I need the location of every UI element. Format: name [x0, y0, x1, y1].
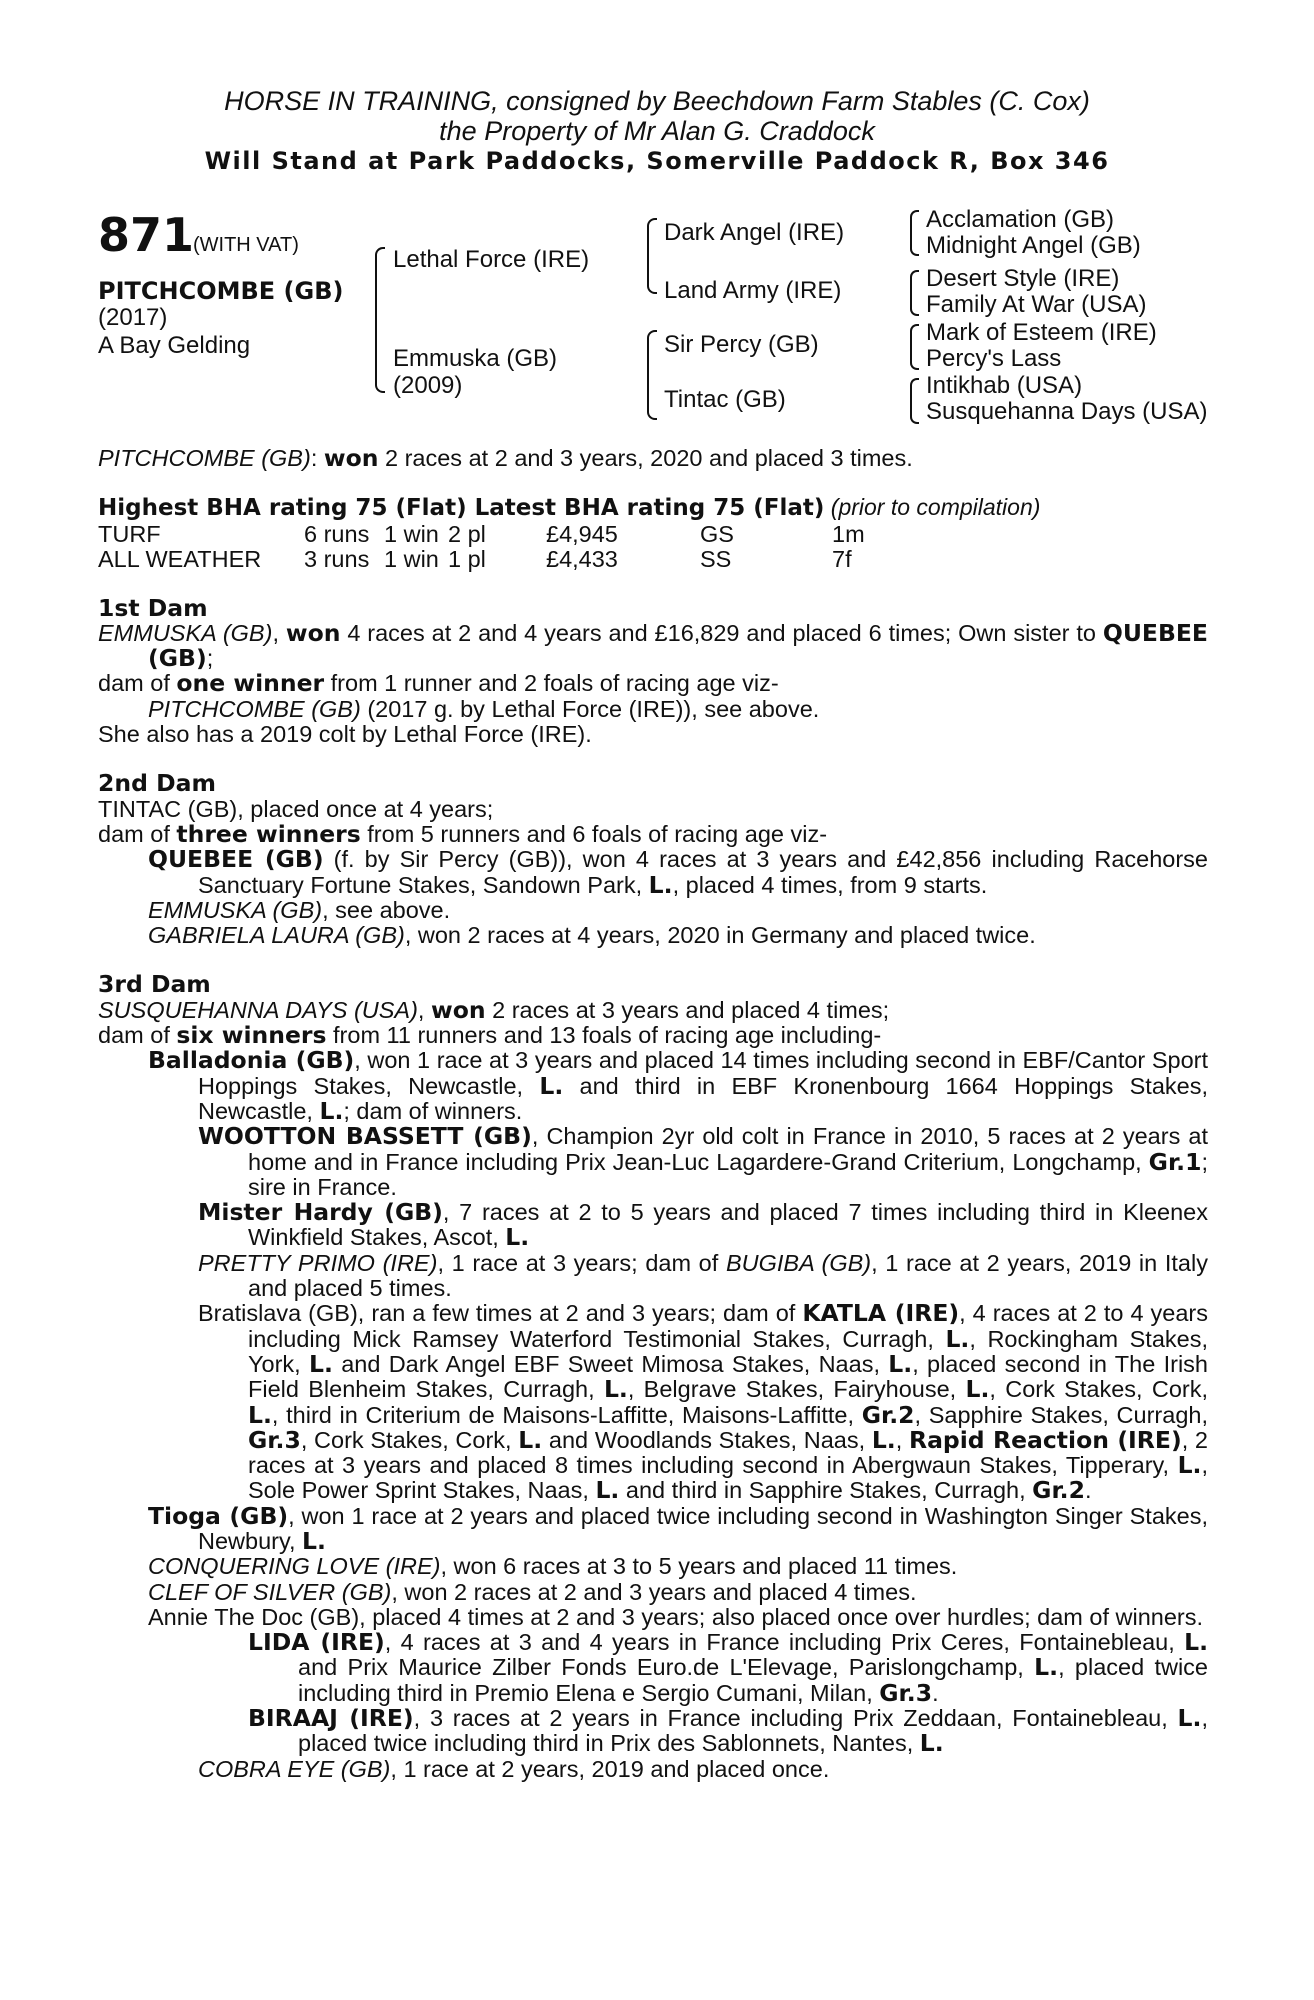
- header-line-consignor: HORSE IN TRAINING, consigned by Beechdown Farm Stables (C. Cox): [224, 86, 1090, 116]
- dam1-produce-item: PITCHCOMBE (GB) (2017 g. by Lethal Force (IRE)), see above.: [148, 695, 820, 722]
- dam1-record: EMMUSKA (GB), won 4 races at 2 and 4 years and £16,829 and placed 6 times; Own sister to QUEBEE (GB);: [98, 618, 1208, 673]
- pedigree-g4: Family At War (USA): [926, 291, 1147, 318]
- produce-clef-of-silver: CLEF OF SILVER (GB), won 2 races at 2 and 3 years and placed 4 times.: [148, 1578, 917, 1605]
- pedigree-brace: [647, 330, 657, 420]
- pedigree-brace: [910, 378, 919, 424]
- race-summary: PITCHCOMBE (GB): won 2 races at 2 and 3 years, 2020 and placed 3 times.: [98, 444, 913, 472]
- pedigree-dam-sire: Sir Percy (GB): [664, 331, 819, 358]
- table-row: ALL WEATHER 3 runs 1 win 1 pl £4,433 SS 7f: [98, 545, 852, 572]
- produce-tioga: Tioga (GB), won 1 race at 2 years and placed twice including second in Washington Singer Stakes, Newbury, L.: [148, 1501, 1208, 1555]
- pedigree-g2: Midnight Angel (GB): [926, 232, 1141, 259]
- pedigree-brace: [910, 324, 919, 370]
- produce-conquering-love: CONQUERING LOVE (IRE), won 6 races at 3 to 5 years and placed 11 times.: [148, 1553, 958, 1580]
- dam2-produce-emmuska: EMMUSKA (GB), see above.: [148, 896, 451, 923]
- pedigree-sire-dam: Land Army (IRE): [664, 277, 842, 304]
- header-line-property: the Property of Mr Alan G. Craddock: [439, 116, 875, 146]
- pedigree-g5: Mark of Esteem (IRE): [926, 319, 1157, 346]
- produce-lida: LIDA (IRE), 4 races at 3 and 4 years in France including Prix Ceres, Fontainebleau, L. and Prix Maurice Zilber Fonds Euro.de L'Elevage, Parislongchamp, L., placed twice including third in Premio Elena e Sergio Cumani, Milan, Gr.3.: [248, 1628, 1208, 1707]
- dam1-note: She also has a 2019 colt by Lethal Force (IRE).: [98, 721, 592, 748]
- rating-table: [98, 522, 865, 572]
- produce-biraaj: BIRAAJ (IRE), 3 races at 2 years in France including Prix Zeddaan, Fontainebleau, L., placed twice including third in Prix des Sablonnets, Nantes, L.: [248, 1704, 1208, 1758]
- horse-name: PITCHCOMBE (GB): [98, 277, 344, 305]
- section-title-1st-dam: 1st Dam: [98, 593, 208, 622]
- vat-note: (WITH VAT): [193, 234, 299, 256]
- pedigree-brace: [375, 247, 385, 393]
- dam2-produce-summary: dam of three winners from 5 runners and 6 foals of racing age viz-: [98, 819, 828, 848]
- dam2-produce-quebee: QUEBEE (GB) (f. by Sir Percy (GB)), won 4 races at 3 years and £42,856 including Racehorse Sanctuary Fortune Stakes, Sandown Park, L., placed 4 times, from 9 starts.: [148, 845, 1208, 899]
- table-row: TURF 6 runs 1 win 2 pl £4,945 GS 1m: [98, 520, 865, 547]
- produce-annie-the-doc: Annie The Doc (GB), placed 4 times at 2 and 3 years; also placed once over hurdles; dam of winners.: [148, 1603, 1204, 1630]
- produce-cobra-eye: COBRA EYE (GB), 1 race at 2 years, 2019 and placed once.: [198, 1755, 830, 1782]
- horse-description: A Bay Gelding: [98, 332, 251, 359]
- dam3-produce-summary: dam of six winners from 11 runners and 13 foals of racing age including-: [98, 1021, 882, 1050]
- pedigree-brace: [910, 270, 919, 316]
- rating-line: Highest BHA rating 75 (Flat) Latest BHA rating 75 (Flat) (prior to compilation): [98, 494, 1041, 522]
- dam2-record: TINTAC (GB), placed once at 4 years;: [98, 795, 494, 822]
- produce-balladonia: Balladonia (GB), won 1 race at 3 years and placed 14 times including second in EBF/Cantor Sport Hoppings Stakes, Newcastle, L. and third in EBF Kronenbourg 1664 Hoppings Stakes, Newcastle, L.; dam of winners.: [148, 1046, 1208, 1125]
- pedigree-g1: Acclamation (GB): [926, 206, 1115, 233]
- pedigree-g7: Intikhab (USA): [926, 372, 1083, 399]
- dam1-produce-summary: dam of one winner from 1 runner and 2 foals of racing age viz-: [98, 669, 779, 698]
- produce-pretty-primo: PRETTY PRIMO (IRE), 1 race at 3 years; dam of BUGIBA (GB), 1 race at 2 years, 2019 in Italy and placed 5 times.: [198, 1249, 1208, 1302]
- pedigree-g3: Desert Style (IRE): [926, 265, 1120, 292]
- section-title-3rd-dam: 3rd Dam: [98, 970, 211, 999]
- foaling-year: (2017): [98, 304, 168, 331]
- pedigree-dam-year: (2009): [393, 372, 463, 399]
- pedigree-dam-dam: Tintac (GB): [664, 386, 786, 413]
- pedigree-brace: [647, 218, 657, 294]
- header-line-location: Will Stand at Park Paddocks, Somerville Paddock R, Box 346: [204, 147, 1110, 175]
- pedigree-dam: Emmuska (GB): [393, 345, 558, 372]
- produce-mister-hardy: Mister Hardy (GB), 7 races at 2 to 5 years and placed 7 times including third in Kleenex Winkfield Stakes, Ascot, L.: [198, 1198, 1208, 1252]
- dam2-produce-gabriela: GABRIELA LAURA (GB), won 2 races at 4 years, 2020 in Germany and placed twice.: [148, 922, 1036, 949]
- pedigree-g6: Percy's Lass: [926, 345, 1062, 372]
- pedigree-brace: [910, 210, 919, 256]
- produce-bratislava: Bratislava (GB), ran a few times at 2 and 3 years; dam of KATLA (IRE), 4 races at 2 to 4 years including Mick Ramsey Waterford Testimonial Stakes, Curragh, L., Rockingham Stakes, York, L. and Dark Angel EBF Sweet Mimosa Stakes, Naas, L., placed second in The Irish Field Blenheim Stakes, Curragh, L., Belgrave Stakes, Fairyhouse, L., Cork Stakes, Cork, L., third in Criterium de Maisons-Laffitte, Maisons-Laffitte, Gr.2, Sapphire Stakes, Curragh, Gr.3, Cork Stakes, Cork, L. and Woodlands Stakes, Naas, L., Rapid Reaction (IRE), 2 races at 3 years and placed 8 times including second in Abergwaun Stakes, Tipperary, L., Sole Power Sprint Stakes, Naas, L. and third in Sapphire Stakes, Curragh, Gr.2.: [198, 1299, 1209, 1505]
- pedigree-sire: Lethal Force (IRE): [393, 246, 590, 273]
- pedigree-g8: Susquehanna Days (USA): [926, 398, 1208, 425]
- section-title-2nd-dam: 2nd Dam: [98, 769, 216, 798]
- catalogue-entry: [98, 446, 1208, 1782]
- lot-number: 871: [98, 208, 195, 262]
- pedigree-sire-sire: Dark Angel (IRE): [664, 219, 845, 246]
- dam3-record: SUSQUEHANNA DAYS (USA), won 2 races at 3 years and placed 4 times;: [98, 995, 890, 1024]
- produce-wootton-bassett: WOOTTON BASSETT (GB), Champion 2yr old colt in France in 2010, 5 races at 2 years at home and in France including Prix Jean-Luc Lagardere-Grand Criterium, Longchamp, Gr.1; sire in France.: [198, 1122, 1208, 1200]
